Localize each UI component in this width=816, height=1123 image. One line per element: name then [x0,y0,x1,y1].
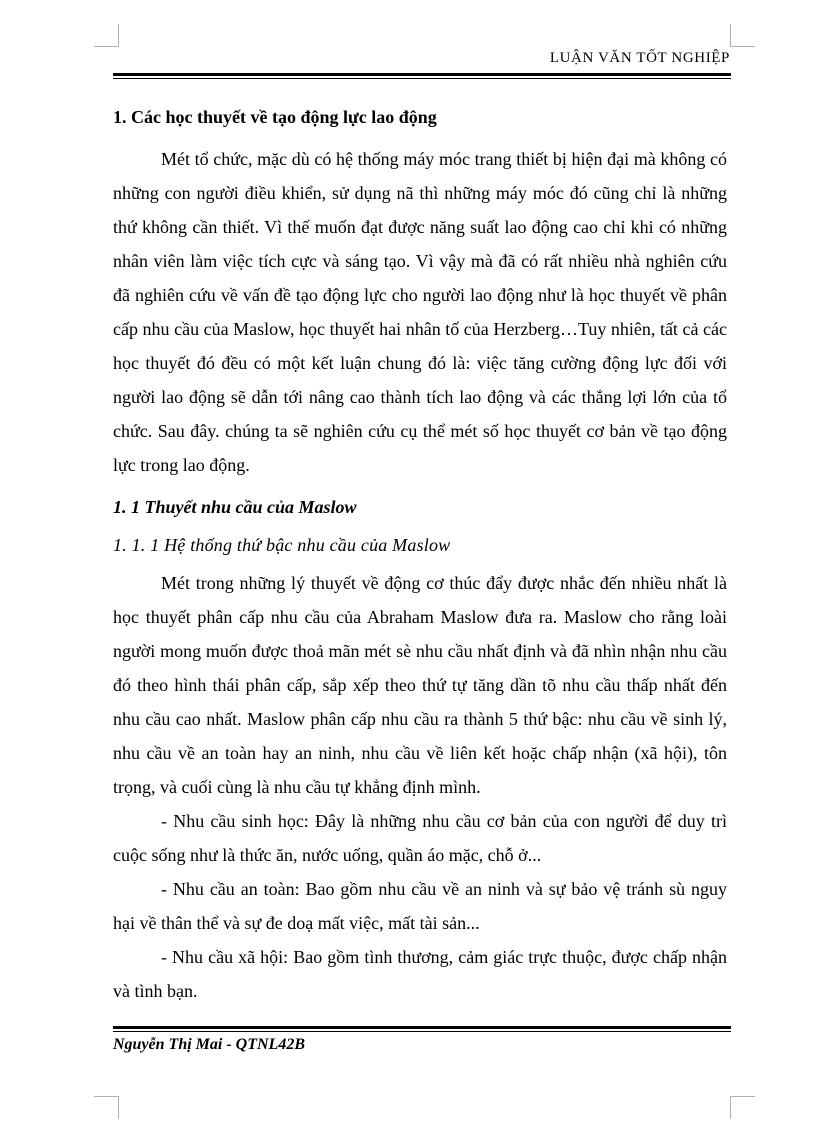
footer-author: Nguyễn Thị Mai - QTNL42B [113,1036,305,1053]
need-item-social: - Nhu cầu xã hội: Bao gồm tình thương, cảm giác trực thuộc, được chấp nhận và tình bạn. [113,947,727,1001]
header-rule [113,73,731,76]
section-1-1-1-paragraph: Mét trong những lý thuyết về động cơ thúc đẩy được nhắc đến nhiều nhất là học thuyết phân cấp nhu cầu của Abraham Maslow đưa ra. Maslow cho rằng loài người mong muốn được thoả mãn mét sè nhu cầu nhất định và đã nhìn nhận nhu cầu đó theo hình thái phân cấp, sắp xếp theo thứ tự tăng dần tõ nhu cầu thấp nhất đến nhu cầu cao nhất. Maslow phân cấp nhu cầu ra thành 5 thứ bậc: nhu cầu về sinh lý, nhu cầu về an toàn hay an ninh, nhu cầu về liên kết hoặc chấp nhận (xã hội), tôn trọng, và cuối cùng là nhu cầu tự khẳng định mình. [113,573,727,797]
running-header: LUẬN VĂN TỐT NGHIỆP [549,50,730,66]
section-heading-1-1-1: 1. 1. 1 Hệ thống thứ bậc nhu cầu của Maslow [113,535,451,555]
need-item-safety: - Nhu cầu an toàn: Bao gồm nhu cầu về an ninh và sự bảo vệ tránh sù nguy hại về thân thể và sự đe doạ mất việc, mất tài sản... [113,879,727,933]
footer-rule [113,1026,731,1029]
section-heading-1: 1. Các học thuyết về tạo động lực lao động [113,107,437,127]
section-1-paragraph: Mét tổ chức, mặc dù có hệ thống máy móc trang thiết bị hiện đại mà không có những con người điều khiển, sử dụng nã thì những máy móc đó cũng chỉ là những thứ không cần thiết. Vì thế muốn đạt được năng suất lao động cao chỉ khi có những nhân viên làm việc tích cực và sáng tạo. Vì vậy mà đã có rất nhiều nhà nghiên cứu đã nghiên cứu về vấn đề tạo động lực cho người lao động như là học thuyết về phân cấp nhu cầu của Maslow, học thuyết hai nhân tố của Herzberg…Tuy nhiên, tất cả các học thuyết đó đều có một kết luận chung đó là: việc tăng cường động lực đối với người lao động sẽ dẫn tới nâng cao thành tích lao động và các thắng lợi lớn của tổ chức. Sau đây. chúng ta sẽ nghiên cứu cụ thể mét số học thuyết cơ bản về tạo động lực trong lao động. [113,149,727,475]
crop-mark-bottom-right [730,1096,755,1119]
crop-mark-top-right [730,24,755,47]
need-item-physiological: - Nhu cầu sinh học: Đây là những nhu cầu cơ bản của con người để duy trì cuộc sống như là thức ăn, nước uống, quần áo mặc, chỗ ở... [113,811,727,865]
crop-mark-bottom-left [94,1096,119,1119]
crop-mark-top-left [94,24,119,47]
section-heading-1-1: 1. 1 Thuyết nhu cầu của Maslow [113,497,357,517]
page-body [113,100,727,1008]
